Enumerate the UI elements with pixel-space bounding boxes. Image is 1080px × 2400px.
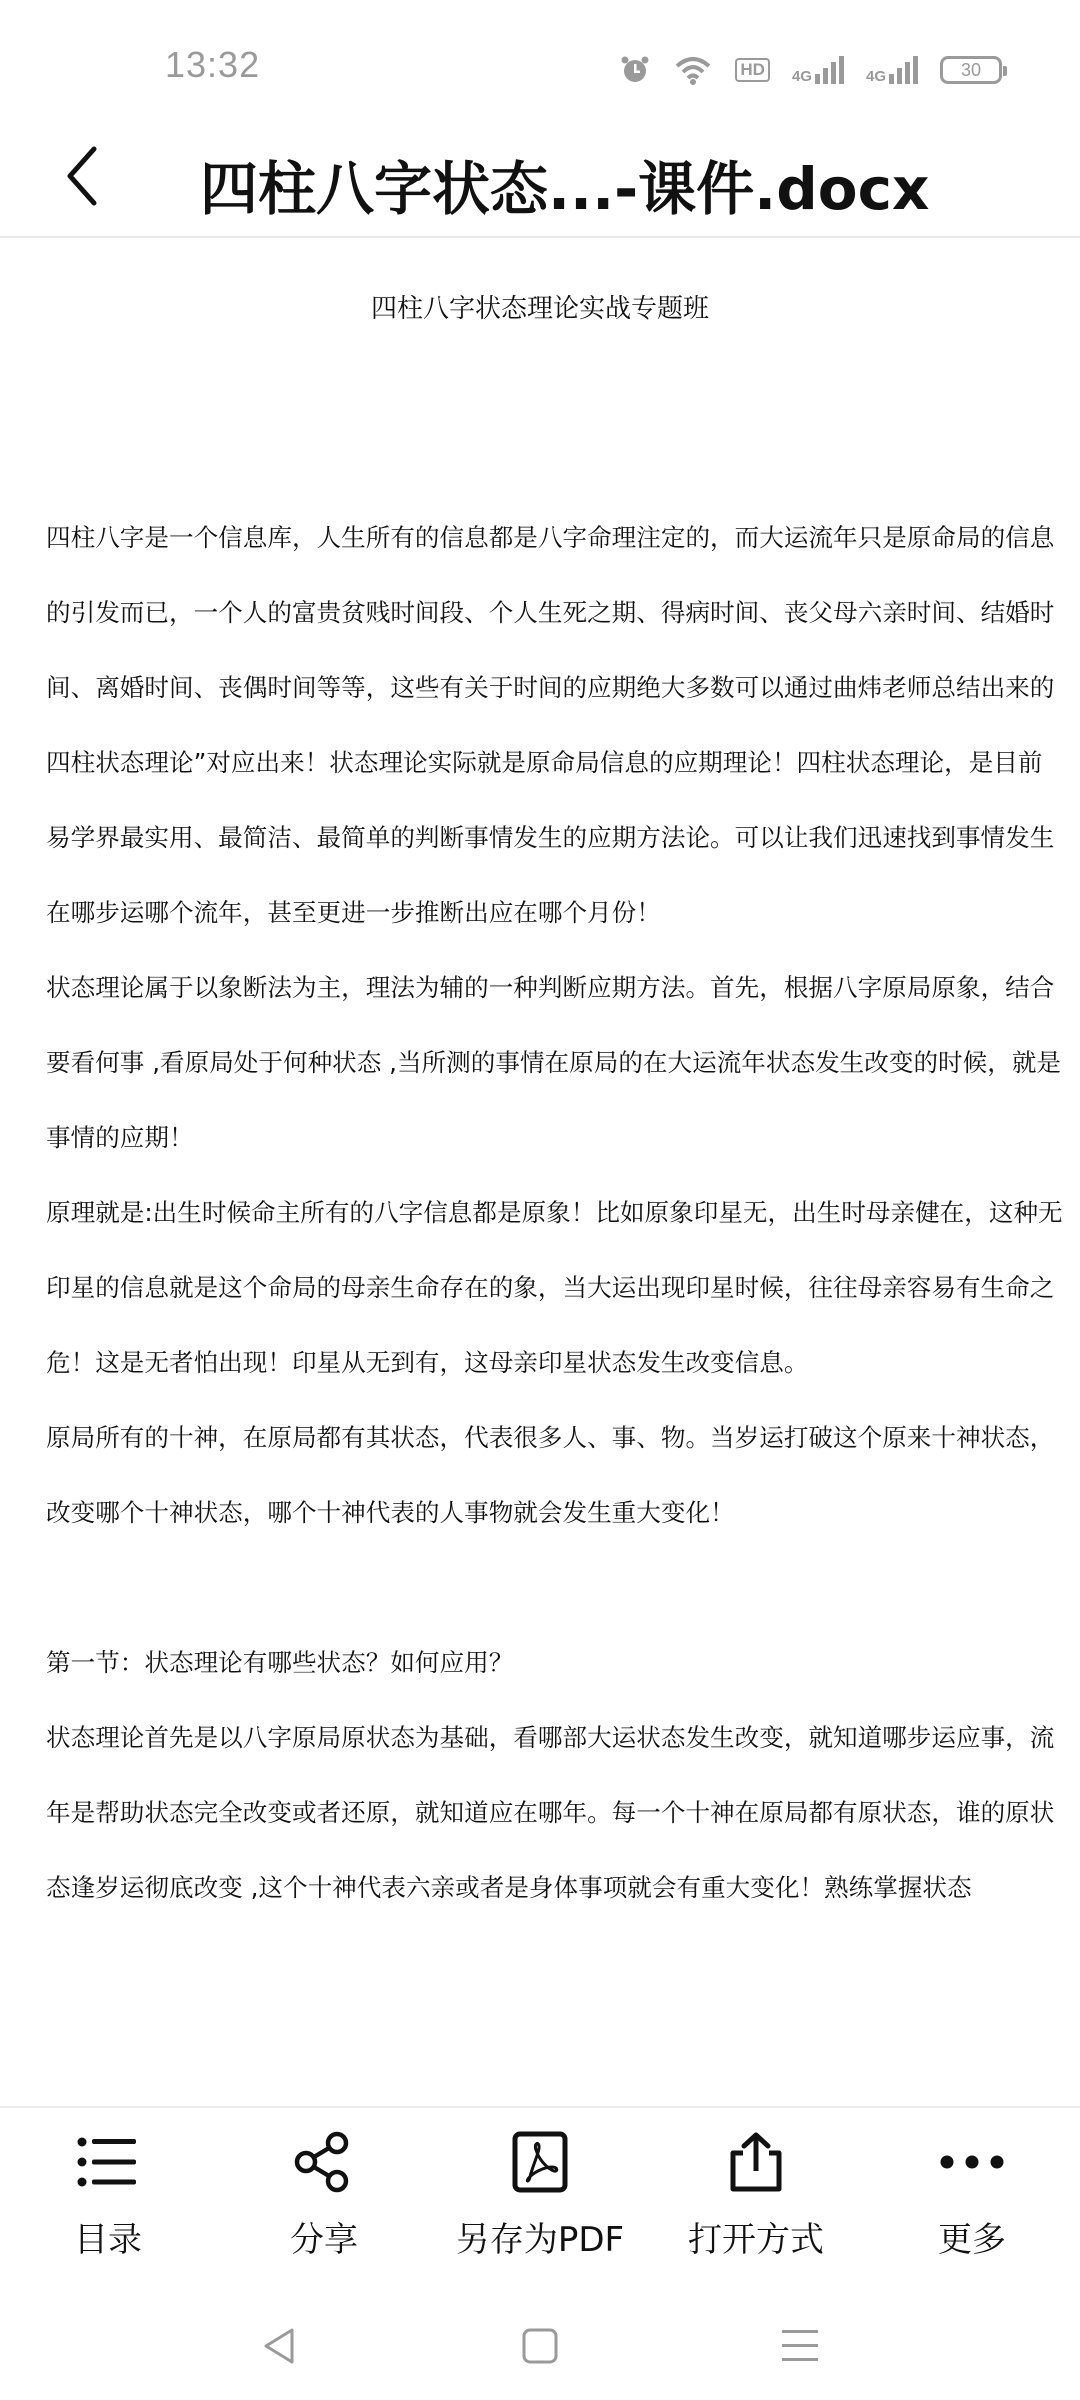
battery-level: 30 — [960, 59, 982, 80]
paragraph: 状态理论首先是以八字原局原状态为基础，看哪部大运状态发生改变，就知道哪步运应事，流年是帮助状态完全改变或者还原，就知道应在哪年。每一个十神在原局都有原状态，谁的原状态逢岁运彻底改变 ,这个十神代表六亲或者是身体事项就会有重大变化！熟练掌握状态 — [46, 1723, 1055, 1902]
document-body — [46, 500, 1066, 1925]
system-nav-bar — [0, 2276, 1080, 2400]
share-button[interactable] — [216, 2108, 432, 2278]
share-icon — [288, 2126, 360, 2198]
hd-icon: HD — [735, 58, 770, 82]
upload-icon — [720, 2126, 792, 2198]
wifi-icon — [673, 54, 713, 86]
paragraph-spacer — [46, 1550, 1066, 1625]
nav-back-button[interactable] — [250, 2316, 310, 2376]
back-button[interactable] — [52, 136, 112, 216]
signal-4g-icon: 4G — [792, 56, 844, 84]
save-as-pdf-label: 另存为PDF — [455, 2220, 625, 2260]
back-triangle-icon — [260, 2326, 300, 2366]
paragraph: 原局所有的十神，在原局都有其状态，代表很多人、事、物。当岁运打破这个原来十神状态，改变哪个十神状态，哪个十神代表的人事物就会发生重大变化！ — [46, 1423, 1055, 1527]
paragraph: 原理就是:出生时候命主所有的八字信息都是原象！比如原象印星无，出生时母亲健在，这种无印星的信息就是这个命局的母亲生命存在的象，当大运出现印星时候，往往母亲容易有生命之危！这是无者怕出现！印星从无到有，这母亲印星状态发生改变信息。 — [46, 1198, 1063, 1377]
more-icon — [936, 2126, 1008, 2198]
more-button[interactable] — [864, 2108, 1080, 2278]
home-square-icon — [521, 2327, 559, 2365]
status-icons — [619, 50, 1002, 90]
pdf-icon — [504, 2126, 576, 2198]
nav-home-button[interactable] — [510, 2316, 570, 2376]
toc-button[interactable] — [0, 2108, 216, 2278]
share-label: 分享 — [290, 2220, 358, 2260]
title-bar — [0, 120, 1080, 238]
chevron-left-icon — [62, 145, 102, 207]
menu-lines-icon — [780, 2327, 820, 2365]
toc-label: 目录 — [74, 2220, 142, 2260]
document-viewer[interactable] — [0, 240, 1080, 2100]
document-title: 四柱八字状态...-课件.docx — [200, 155, 930, 223]
more-label: 更多 — [938, 2220, 1006, 2260]
paragraph: 四柱八字是一个信息库，人生所有的信息都是八字命理注定的，而大运流年只是原命局的信息的引发而已，一个人的富贵贫贱时间段、个人生死之期、得病时间、丧父母六亲时间、结婚时间、离婚时间、丧偶时间等等，这些有关于时间的应期绝大多数可以通过曲炜老师总结出来的四柱状态理论”对应出来！状态理论实际就是原命局信息的应期理论！四柱状态理论，是目前易学界最实用、最简洁、最简单的判断事情发生的应期方法论。可以让我们迅速找到事情发生在哪步运哪个流年，甚至更进一步推断出应在哪个月份！ — [46, 523, 1055, 927]
paragraph: 状态理论属于以象断法为主，理法为辅的一种判断应期方法。首先，根据八字原局原象，结合要看何事 ,看原局处于何种状态 ,当所测的事情在原局的在大运流年状态发生改变的时候，就是事情的应期！ — [46, 973, 1062, 1152]
open-with-label: 打开方式 — [688, 2220, 824, 2260]
status-time: 13:32 — [165, 44, 261, 85]
nav-recents-button[interactable] — [770, 2316, 830, 2376]
battery-icon — [940, 56, 1002, 84]
list-icon — [72, 2126, 144, 2198]
alarm-icon — [619, 54, 651, 86]
save-as-pdf-button[interactable] — [432, 2108, 648, 2278]
open-with-button[interactable] — [648, 2108, 864, 2278]
section-heading: 第一节：状态理论有哪些状态？如何应用？ — [46, 1648, 514, 1677]
document-heading: 四柱八字状态理论实战专题班 — [370, 294, 709, 324]
signal-4g-icon: 4G — [866, 56, 918, 84]
status-bar — [0, 0, 1080, 120]
bottom-toolbar — [0, 2106, 1080, 2278]
